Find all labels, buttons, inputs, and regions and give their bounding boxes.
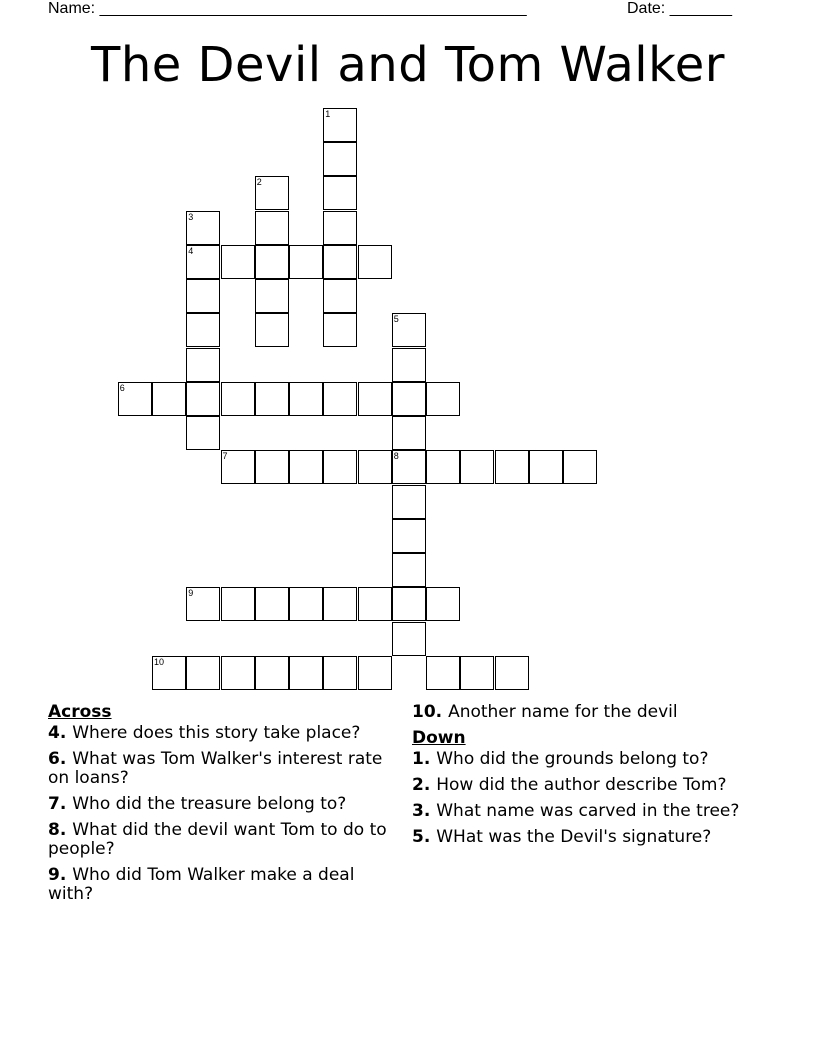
grid-cell[interactable] bbox=[323, 450, 357, 484]
across-clue-list-continued bbox=[412, 703, 782, 722]
grid-cell[interactable] bbox=[186, 211, 220, 245]
grid-cell[interactable] bbox=[221, 656, 255, 690]
grid-cell[interactable] bbox=[323, 279, 357, 313]
grid-cell[interactable] bbox=[255, 382, 289, 416]
grid-cell[interactable] bbox=[426, 587, 460, 621]
grid-cell[interactable] bbox=[221, 587, 255, 621]
grid-cell[interactable] bbox=[186, 279, 220, 313]
grid-cell-number: 4 bbox=[188, 245, 194, 256]
grid-cell[interactable] bbox=[426, 450, 460, 484]
grid-cell[interactable] bbox=[358, 656, 392, 690]
grid-cell[interactable] bbox=[323, 176, 357, 210]
clues-left-column bbox=[48, 703, 388, 911]
grid-cell[interactable] bbox=[392, 485, 426, 519]
grid-cell[interactable] bbox=[118, 382, 152, 416]
clue-text: Who did Tom Walker make a deal with? bbox=[48, 865, 355, 904]
grid-cell[interactable] bbox=[392, 382, 426, 416]
clue-item: 9. Who did Tom Walker make a deal with? bbox=[48, 865, 355, 904]
grid-cell[interactable] bbox=[221, 450, 255, 484]
grid-cell[interactable] bbox=[323, 211, 357, 245]
clue-item: 2. How did the author describe Tom? bbox=[412, 775, 727, 795]
grid-cell-number: 3 bbox=[188, 211, 194, 222]
grid-cell[interactable] bbox=[255, 279, 289, 313]
across-clue-list bbox=[48, 724, 388, 904]
clue-text: What name was carved in the tree? bbox=[436, 801, 740, 821]
grid-cell[interactable] bbox=[529, 450, 563, 484]
clue-item: 6. What was Tom Walker's interest rate on loans? bbox=[48, 749, 383, 788]
grid-cell[interactable] bbox=[152, 656, 186, 690]
grid-cell[interactable] bbox=[495, 450, 529, 484]
clue-item: 7. Who did the treasure belong to? bbox=[48, 794, 347, 814]
grid-cell-number: 10 bbox=[154, 656, 165, 667]
grid-cell[interactable] bbox=[289, 382, 323, 416]
grid-cell[interactable] bbox=[426, 656, 460, 690]
grid-cell[interactable] bbox=[255, 211, 289, 245]
grid-cell[interactable] bbox=[186, 587, 220, 621]
grid-cell[interactable] bbox=[323, 142, 357, 176]
grid-cell[interactable] bbox=[186, 656, 220, 690]
clue-text: Who did the treasure belong to? bbox=[72, 794, 347, 814]
grid-cell[interactable] bbox=[221, 245, 255, 279]
down-heading: Down bbox=[412, 728, 466, 748]
grid-cell[interactable] bbox=[460, 656, 494, 690]
grid-cell-number: 7 bbox=[222, 451, 228, 462]
date-field-label: Date: _______ bbox=[627, 0, 732, 17]
clue-number: 8 bbox=[48, 820, 60, 840]
clue-number: 5 bbox=[412, 827, 424, 847]
grid-cell[interactable] bbox=[323, 656, 357, 690]
clue-number: 10 bbox=[412, 702, 436, 722]
grid-cell[interactable] bbox=[392, 348, 426, 382]
clue-text: Who did the grounds belong to? bbox=[436, 749, 709, 769]
grid-cell[interactable] bbox=[392, 416, 426, 450]
grid-cell[interactable] bbox=[186, 348, 220, 382]
clue-number: 1 bbox=[412, 749, 424, 769]
clue-text: Where does this story take place? bbox=[72, 723, 361, 743]
clue-item: 3. What name was carved in the tree? bbox=[412, 801, 740, 821]
grid-cell-number: 9 bbox=[188, 588, 194, 599]
grid-cell[interactable] bbox=[221, 382, 255, 416]
grid-cell[interactable] bbox=[289, 656, 323, 690]
grid-cell[interactable] bbox=[323, 382, 357, 416]
grid-cell[interactable] bbox=[358, 382, 392, 416]
grid-cell[interactable] bbox=[289, 450, 323, 484]
grid-cell[interactable] bbox=[255, 450, 289, 484]
grid-cell[interactable] bbox=[255, 176, 289, 210]
grid-cell[interactable] bbox=[186, 245, 220, 279]
clue-item: 10. Another name for the devil bbox=[412, 702, 678, 722]
grid-cell[interactable] bbox=[323, 313, 357, 347]
clue-item: 8. What did the devil want Tom to do to people? bbox=[48, 820, 387, 859]
clue-number: 2 bbox=[412, 775, 424, 795]
grid-cell[interactable] bbox=[255, 245, 289, 279]
clue-text: What was Tom Walker's interest rate on loans? bbox=[48, 749, 383, 788]
grid-cell-number: 2 bbox=[256, 177, 262, 188]
grid-cell[interactable] bbox=[358, 450, 392, 484]
grid-cell[interactable] bbox=[255, 587, 289, 621]
clue-number: 6 bbox=[48, 749, 60, 769]
grid-cell[interactable] bbox=[255, 656, 289, 690]
clue-text: WHat was the Devil's signature? bbox=[436, 827, 712, 847]
grid-cell[interactable] bbox=[392, 313, 426, 347]
clue-number: 9 bbox=[48, 865, 60, 885]
clue-item: 4. Where does this story take place? bbox=[48, 723, 361, 743]
grid-cell[interactable] bbox=[460, 450, 494, 484]
grid-cell[interactable] bbox=[152, 382, 186, 416]
grid-cell[interactable] bbox=[392, 553, 426, 587]
name-field-label: Name: ________________________________________________ bbox=[48, 0, 527, 17]
clues-right-column bbox=[412, 703, 782, 854]
grid-cell-number: 1 bbox=[325, 108, 331, 119]
grid-cell[interactable] bbox=[392, 519, 426, 553]
clue-item: 5. WHat was the Devil's signature? bbox=[412, 827, 712, 847]
grid-cell[interactable] bbox=[392, 450, 426, 484]
grid-cell[interactable] bbox=[323, 587, 357, 621]
down-clue-list bbox=[412, 750, 782, 847]
grid-cell-number: 5 bbox=[393, 314, 399, 325]
clue-number: 3 bbox=[412, 801, 424, 821]
clue-text: Another name for the devil bbox=[448, 702, 678, 722]
clue-number: 7 bbox=[48, 794, 60, 814]
grid-cell[interactable] bbox=[392, 622, 426, 656]
grid-cell-number: 6 bbox=[119, 382, 125, 393]
grid-cell[interactable] bbox=[186, 313, 220, 347]
clue-text: How did the author describe Tom? bbox=[436, 775, 727, 795]
grid-cell[interactable] bbox=[358, 587, 392, 621]
grid-cell[interactable] bbox=[323, 245, 357, 279]
grid-cell[interactable] bbox=[289, 587, 323, 621]
grid-cell[interactable] bbox=[186, 416, 220, 450]
clue-number: 4 bbox=[48, 723, 60, 743]
clue-item: 1. Who did the grounds belong to? bbox=[412, 749, 709, 769]
across-heading: Across bbox=[48, 702, 112, 722]
grid-cell[interactable] bbox=[289, 245, 323, 279]
grid-cell[interactable] bbox=[563, 450, 597, 484]
grid-cell[interactable] bbox=[358, 245, 392, 279]
grid-cell[interactable] bbox=[255, 313, 289, 347]
grid-cell[interactable] bbox=[392, 587, 426, 621]
grid-cell[interactable] bbox=[323, 108, 357, 142]
page-title: The Devil and Tom Walker bbox=[91, 37, 725, 93]
clue-text: What did the devil want Tom to do to people? bbox=[48, 820, 387, 859]
grid-cell[interactable] bbox=[426, 382, 460, 416]
grid-cell[interactable] bbox=[495, 656, 529, 690]
grid-cell-number: 8 bbox=[393, 451, 399, 462]
grid-cell[interactable] bbox=[186, 382, 220, 416]
